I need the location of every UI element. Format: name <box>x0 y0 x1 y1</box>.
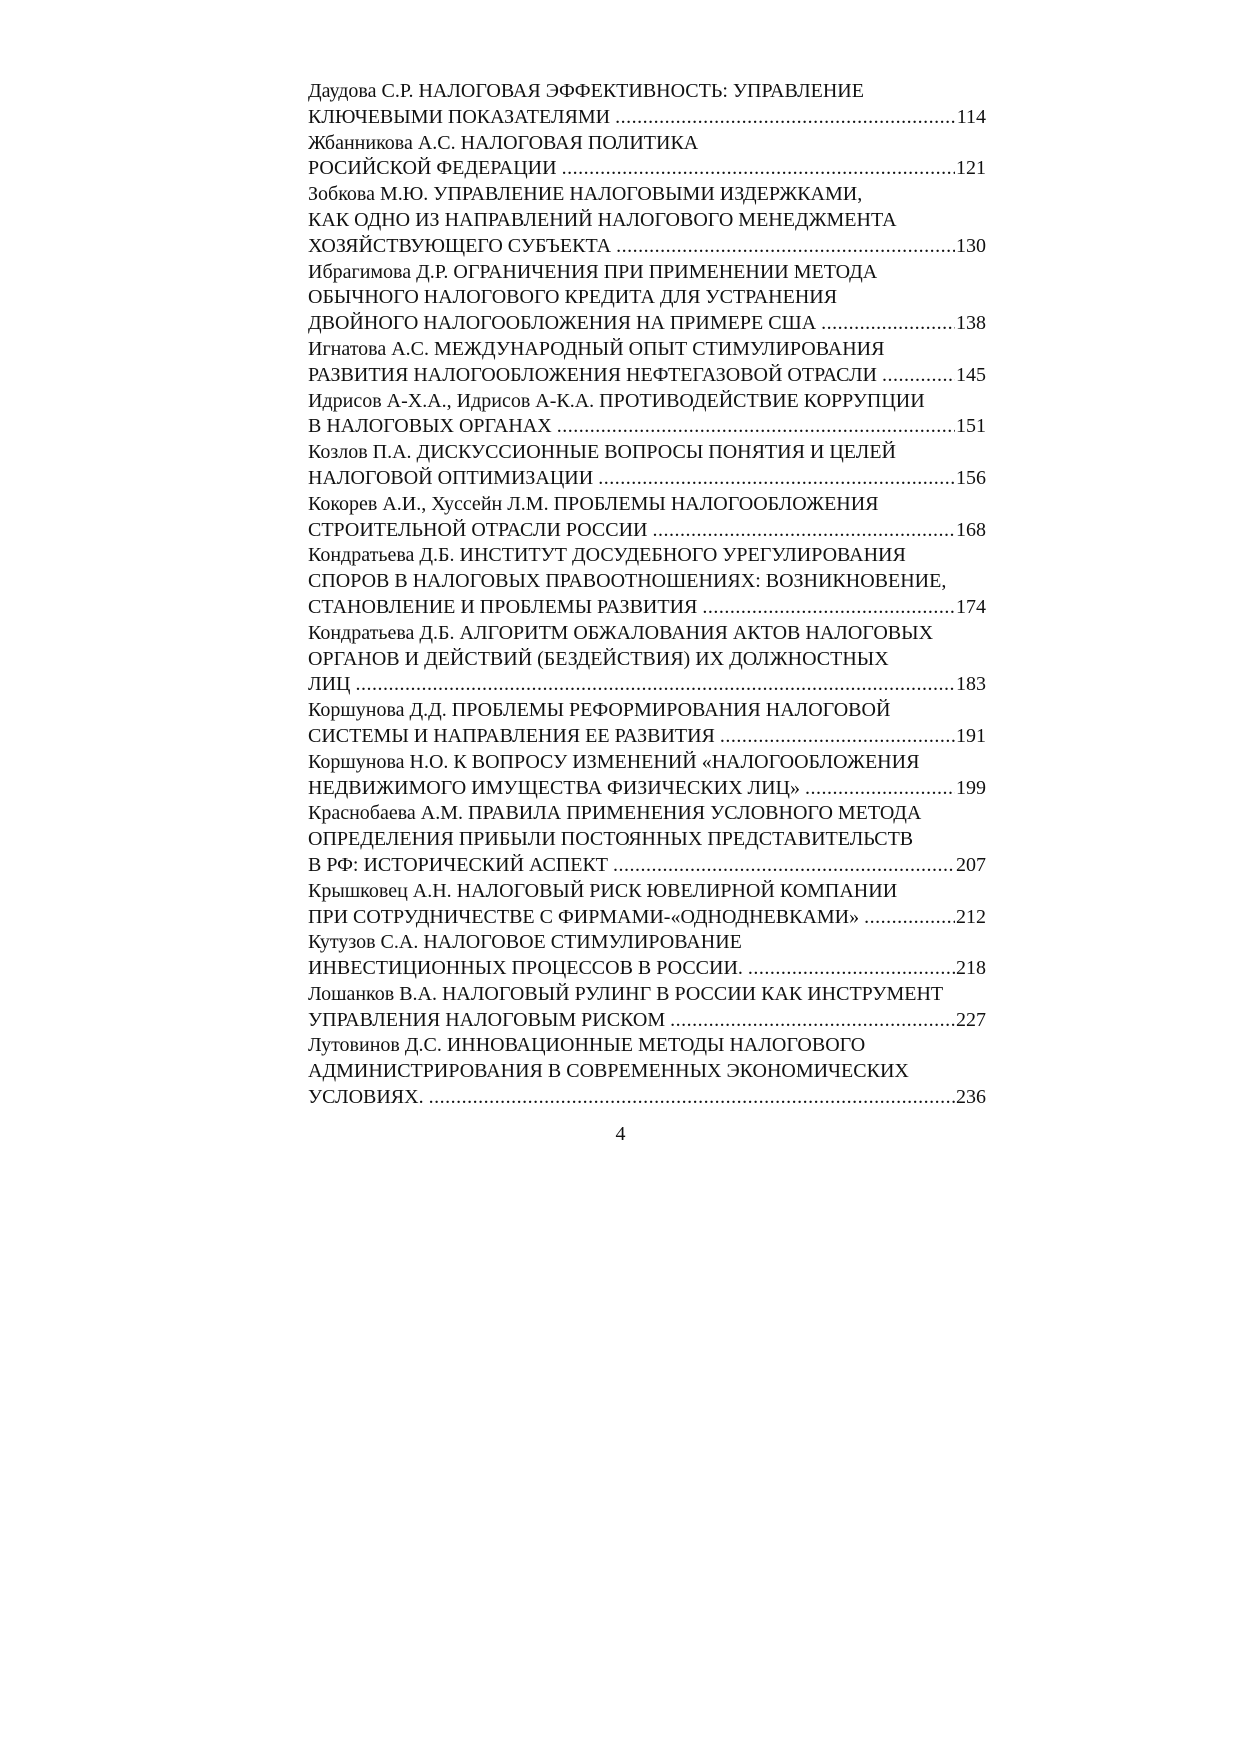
toc-entry-line <box>308 543 986 569</box>
toc-entry-last-line <box>308 156 986 182</box>
dot-leader <box>882 363 955 389</box>
toc-page-number: 168 <box>956 518 986 541</box>
toc-entry-line <box>308 698 986 724</box>
toc-entry-text: СТАНОВЛЕНИЕ И ПРОБЛЕМЫ РАЗВИТИЯ <box>308 595 698 618</box>
toc-entry <box>308 337 986 389</box>
toc-entry-text: Лошанков В.А. НАЛОГОВЫЙ РУЛИНГ В РОССИИ КАК ИНСТРУМЕНТ <box>308 982 944 1005</box>
toc-page-number: 183 <box>956 673 986 696</box>
toc-entry-line <box>308 827 986 853</box>
toc-entry-line <box>308 621 986 647</box>
toc-entry-last-line <box>308 518 986 544</box>
toc-entry-last-line <box>308 466 986 492</box>
dot-leader <box>864 905 955 931</box>
toc-entry-text: В РФ: ИСТОРИЧЕСКИЙ АСПЕКТ <box>308 853 609 876</box>
toc-entry-text: УСЛОВИЯХ. <box>308 1086 424 1109</box>
page-number: 4 <box>615 1123 626 1145</box>
toc-entry-text: Зобкова М.Ю. УПРАВЛЕНИЕ НАЛОГОВЫМИ ИЗДЕРЖКАМИ, <box>308 183 863 206</box>
toc-page-number: 174 <box>956 595 986 618</box>
toc-entry-last-line <box>308 853 986 879</box>
toc-entry <box>308 750 986 802</box>
toc-entry <box>308 131 986 183</box>
toc-entry-text: ПРИ СОТРУДНИЧЕСТВЕ С ФИРМАМИ-«ОДНОДНЕВКАМИ» <box>308 905 860 928</box>
toc-entry-last-line <box>308 311 986 337</box>
toc-entry-text: РОСИЙСКОЙ ФЕДЕРАЦИИ <box>308 157 557 180</box>
toc-entry-last-line <box>308 595 986 621</box>
toc-entry-line <box>308 647 986 673</box>
toc-entry-text: СИСТЕМЫ И НАПРАВЛЕНИЯ ЕЕ РАЗВИТИЯ <box>308 724 715 747</box>
toc-entry-text: Жбанникова А.С. НАЛОГОВАЯ ПОЛИТИКА <box>308 131 699 154</box>
toc-entry-line <box>308 982 986 1008</box>
toc-page-number: 212 <box>956 905 986 928</box>
toc-page-number: 218 <box>956 957 986 980</box>
toc-entry-text: Крышковец А.Н. НАЛОГОВЫЙ РИСК ЮВЕЛИРНОЙ КОМПАНИИ <box>308 879 898 902</box>
toc-entry <box>308 982 986 1034</box>
toc-entry-text: Лутовинов Д.С. ИННОВАЦИОННЫЕ МЕТОДЫ НАЛОГОВОГО <box>308 1034 866 1057</box>
toc-entry-last-line <box>308 724 986 750</box>
toc-entry-line <box>308 208 986 234</box>
dot-leader <box>557 414 955 440</box>
dot-leader <box>429 1085 955 1111</box>
dot-leader <box>562 156 955 182</box>
toc-entry-text: НАЛОГОВОЙ ОПТИМИЗАЦИИ <box>308 466 594 489</box>
dot-leader <box>670 1008 955 1034</box>
dot-leader <box>355 672 955 698</box>
toc-page-number: 191 <box>956 724 986 747</box>
toc-entry <box>308 389 986 441</box>
toc-entry-text: Кондратьева Д.Б. ИНСТИТУТ ДОСУДЕБНОГО УРЕГУЛИРОВАНИЯ <box>308 544 906 567</box>
toc-entry-text: ЛИЦ <box>308 673 351 696</box>
toc-entry-text: ДВОЙНОГО НАЛОГООБЛОЖЕНИЯ НА ПРИМЕРЕ США <box>308 312 817 335</box>
toc-entry-last-line <box>308 234 986 260</box>
dot-leader <box>616 234 955 260</box>
dot-leader <box>653 518 955 544</box>
toc-entry-text: Краснобаева А.М. ПРАВИЛА ПРИМЕНЕНИЯ УСЛОВНОГО МЕТОДА <box>308 802 922 825</box>
toc-entry <box>308 440 986 492</box>
toc-entry-text: ОБЫЧНОГО НАЛОГОВОГО КРЕДИТА ДЛЯ УСТРАНЕНИЯ <box>308 286 838 309</box>
toc-page-number: 156 <box>956 466 986 489</box>
toc-entry-line <box>308 492 986 518</box>
toc-entry <box>308 492 986 544</box>
toc-page-number: 138 <box>956 312 986 335</box>
toc-entry-last-line <box>308 363 986 389</box>
toc-entry <box>308 1033 986 1110</box>
toc-entry-line <box>308 930 986 956</box>
toc-entry-text: ОРГАНОВ И ДЕЙСТВИЙ (БЕЗДЕЙСТВИЯ) ИХ ДОЛЖНОСТНЫХ <box>308 647 889 670</box>
dot-leader <box>748 956 955 982</box>
dot-leader <box>598 466 955 492</box>
toc-entry-text: СПОРОВ В НАЛОГОВЫХ ПРАВООТНОШЕНИЯХ: ВОЗНИКНОВЕНИЕ, <box>308 570 947 593</box>
toc-entry-text: КЛЮЧЕВЫМИ ПОКАЗАТЕЛЯМИ <box>308 105 611 128</box>
toc-entry-last-line <box>308 672 986 698</box>
toc-entry-last-line <box>308 905 986 931</box>
toc-entry-last-line <box>308 1008 986 1034</box>
toc-entry-last-line <box>308 105 986 131</box>
toc-entry <box>308 543 986 620</box>
toc-entry-line <box>308 569 986 595</box>
table-of-contents <box>308 79 986 1111</box>
toc-entry-line <box>308 440 986 466</box>
toc-entry <box>308 621 986 698</box>
toc-entry-last-line <box>308 776 986 802</box>
toc-entry <box>308 930 986 982</box>
toc-entry <box>308 182 986 259</box>
toc-entry-line <box>308 260 986 286</box>
toc-entry-text: НЕДВИЖИМОГО ИМУЩЕСТВА ФИЗИЧЕСКИХ ЛИЦ» <box>308 776 800 799</box>
toc-entry-text: ХОЗЯЙСТВУЮЩЕГО СУБЪЕКТА <box>308 234 612 257</box>
toc-entry-text: Кокорев А.И., Хуссейн Л.М. ПРОБЛЕМЫ НАЛОГООБЛОЖЕНИЯ <box>308 492 879 515</box>
toc-page-number: 130 <box>956 234 986 257</box>
toc-entry-text: Козлов П.А. ДИСКУССИОННЫЕ ВОПРОСЫ ПОНЯТИЯ И ЦЕЛЕЙ <box>308 441 896 464</box>
toc-entry-line <box>308 389 986 415</box>
dot-leader <box>702 595 955 621</box>
toc-entry-text: СТРОИТЕЛЬНОЙ ОТРАСЛИ РОССИИ <box>308 518 648 541</box>
toc-entry-text: Даудова С.Р. НАЛОГОВАЯ ЭФФЕКТИВНОСТЬ: УПРАВЛЕНИЕ <box>308 80 864 102</box>
toc-entry-text: Коршунова Д.Д. ПРОБЛЕМЫ РЕФОРМИРОВАНИЯ НАЛОГОВОЙ <box>308 699 891 722</box>
dot-leader <box>613 853 955 879</box>
toc-entry-line <box>308 182 986 208</box>
toc-entry-text: Игнатова А.С. МЕЖДУНАРОДНЫЙ ОПЫТ СТИМУЛИРОВАНИЯ <box>308 337 885 360</box>
toc-entry-line <box>308 801 986 827</box>
toc-entry-text: В НАЛОГОВЫХ ОРГАНАХ <box>308 415 552 438</box>
toc-entry-text: Кондратьева Д.Б. АЛГОРИТМ ОБЖАЛОВАНИЯ АКТОВ НАЛОГОВЫХ <box>308 621 934 644</box>
toc-entry-line <box>308 285 986 311</box>
toc-entry-text: ИНВЕСТИЦИОННЫХ ПРОЦЕССОВ В РОССИИ. <box>308 957 743 980</box>
toc-page-number: 151 <box>956 415 986 438</box>
toc-entry-text: Ибрагимова Д.Р. ОГРАНИЧЕНИЯ ПРИ ПРИМЕНЕНИИ МЕТОДА <box>308 260 878 283</box>
toc-page-number: 199 <box>956 776 986 799</box>
toc-page-number: 207 <box>956 853 986 876</box>
toc-entry-line <box>308 879 986 905</box>
toc-entry-text: КАК ОДНО ИЗ НАПРАВЛЕНИЙ НАЛОГОВОГО МЕНЕДЖМЕНТА <box>308 208 897 231</box>
toc-entry-last-line <box>308 956 986 982</box>
toc-entry-text: РАЗВИТИЯ НАЛОГООБЛОЖЕНИЯ НЕФТЕГАЗОВОЙ ОТРАСЛИ <box>308 363 877 386</box>
toc-entry <box>308 879 986 931</box>
toc-entry-last-line <box>308 414 986 440</box>
toc-entry-line <box>308 79 986 105</box>
toc-entry <box>308 260 986 337</box>
toc-page-number: 227 <box>956 1008 986 1031</box>
toc-entry-line <box>308 1033 986 1059</box>
dot-leader <box>720 724 955 750</box>
dot-leader <box>821 311 955 337</box>
toc-entry-text: УПРАВЛЕНИЯ НАЛОГОВЫМ РИСКОМ <box>308 1008 666 1031</box>
toc-entry <box>308 801 986 878</box>
toc-entry-last-line <box>308 1085 986 1111</box>
toc-entry-text: Идрисов А-Х.А., Идрисов А-К.А. ПРОТИВОДЕЙСТВИЕ КОРРУПЦИИ <box>308 389 925 412</box>
toc-entry-line <box>308 750 986 776</box>
toc-entry-text: АДМИНИСТРИРОВАНИЯ В СОВРЕМЕННЫХ ЭКОНОМИЧЕСКИХ <box>308 1060 909 1083</box>
toc-page-number: 145 <box>956 363 986 386</box>
toc-entry-line <box>308 337 986 363</box>
toc-entry-line <box>308 131 986 157</box>
toc-entry <box>308 698 986 750</box>
toc-entry <box>308 79 986 131</box>
toc-entry-line <box>308 1059 986 1085</box>
dot-leader <box>805 776 955 802</box>
toc-page-number: 236 <box>956 1086 986 1109</box>
toc-page-number: 114 <box>956 105 986 128</box>
toc-entry-text: ОПРЕДЕЛЕНИЯ ПРИБЫЛИ ПОСТОЯННЫХ ПРЕДСТАВИТЕЛЬСТВ <box>308 828 914 851</box>
toc-entry-text: Кутузов С.А. НАЛОГОВОЕ СТИМУЛИРОВАНИЕ <box>308 931 742 954</box>
dot-leader <box>615 105 956 131</box>
toc-entry-text: Коршунова Н.О. К ВОПРОСУ ИЗМЕНЕНИЙ «НАЛОГООБЛОЖЕНИЯ <box>308 750 920 773</box>
toc-page-number: 121 <box>956 157 986 180</box>
